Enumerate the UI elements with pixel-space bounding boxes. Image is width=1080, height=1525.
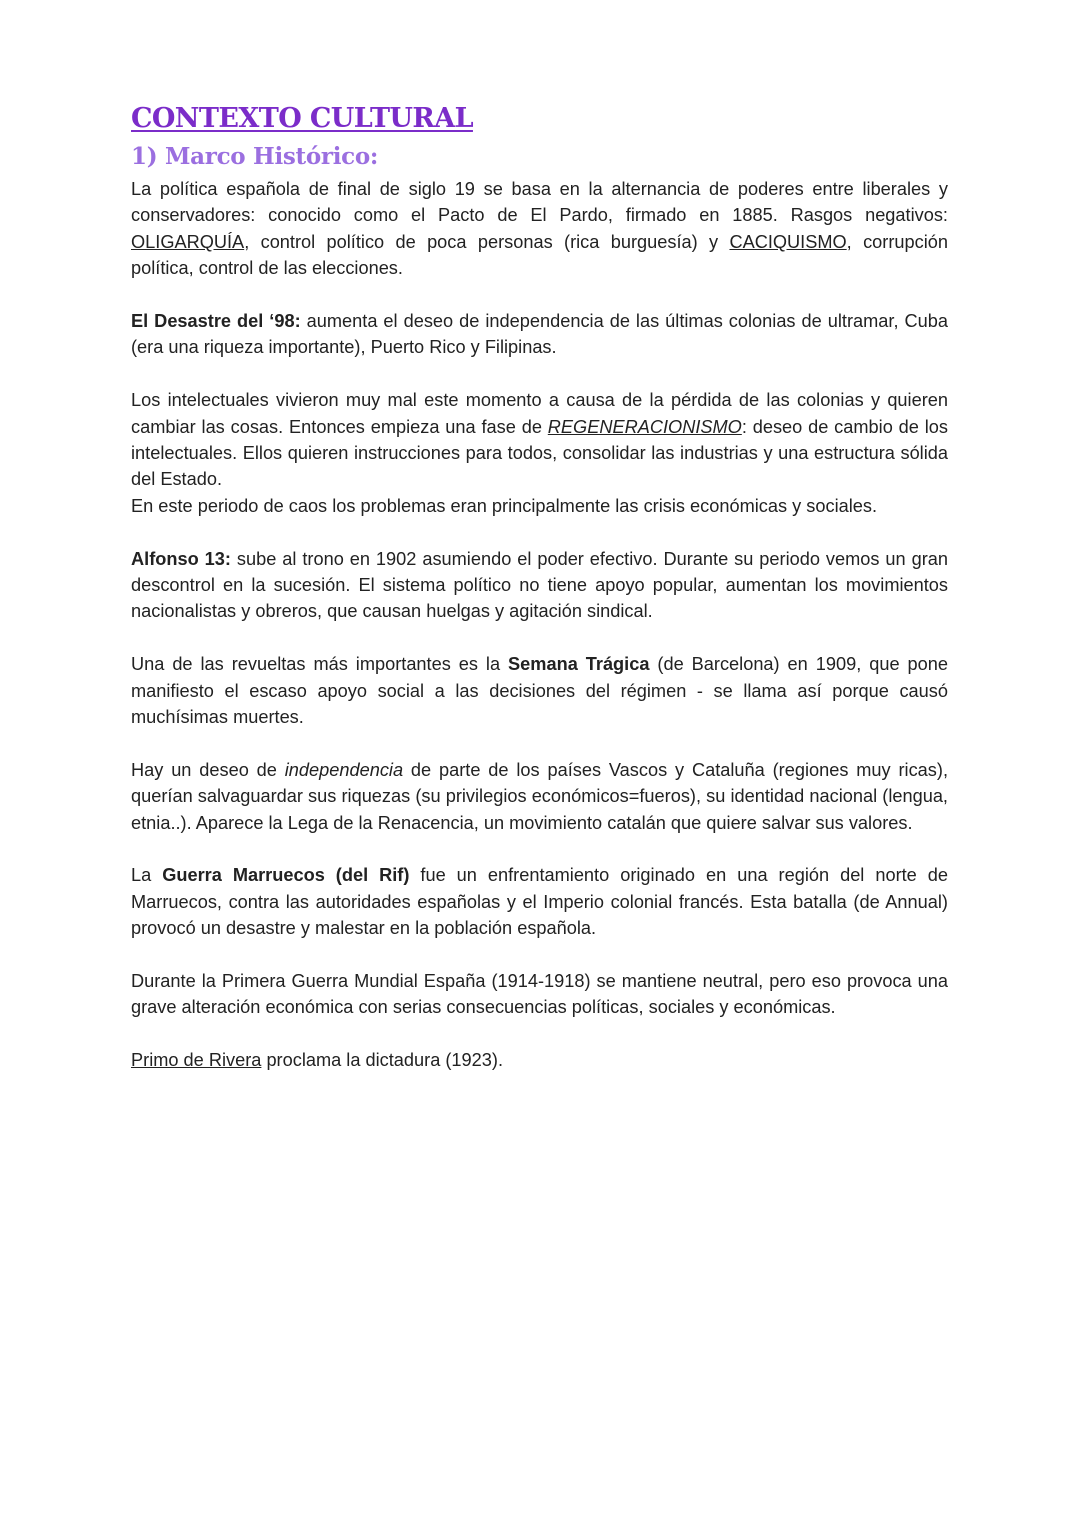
text: : deseo de cambio de los intelectuales. Ellos quieren instrucciones para todos, consolidar las industrias y una estructura sólida del Estado. (131, 416, 948, 490)
term-caciquismo: CACIQUISMO (729, 231, 847, 252)
text: sube al trono en 1902 asumiendo el poder efectivo. Durante su periodo vemos un gran descontrol en la sucesión. El sistema político no tiene apoyo popular, aumentan los movimientos nacionalistas y obreros, que causan huelgas y agitación sindical. (131, 548, 948, 622)
paragraph-primo-de-rivera (131, 1047, 948, 1073)
term-desastre-98: El Desastre del ‘98: (131, 311, 301, 332)
paragraph-independencia (131, 757, 948, 836)
paragraph-desastre-98 (131, 308, 948, 361)
term-oligarquia: OLIGARQUÍA (131, 231, 245, 252)
text: Los intelectuales vivieron muy mal este momento a causa de la pérdida de las colonias y quieren cambiar las cosas. Entonces empieza una fase de (131, 390, 948, 437)
text: , corrupción política, control de las elecciones. (131, 231, 948, 279)
paragraph-caos: En este periodo de caos los problemas eran principalmente las crisis económicas y sociales. (131, 495, 878, 516)
text: aumenta el deseo de independencia de las últimas colonias de ultramar, Cuba (era una riqueza importante), Puerto Rico y Filipinas. (131, 311, 948, 358)
paragraph-intelectuales (131, 387, 948, 493)
paragraph-politica (131, 176, 948, 282)
paragraph-semana-tragica (131, 651, 948, 730)
paragraph-alfonso-13 (131, 546, 948, 625)
paragraph-primera-guerra-mundial: Durante la Primera Guerra Mundial España (1914-1918) se mantiene neutral, pero eso provoca una grave alteración económica con serias consecuencias políticas, sociales y económicas. (131, 971, 948, 1018)
text: La (131, 865, 163, 886)
term-independencia: independencia (284, 759, 404, 780)
section-heading: 1) Marco Histórico: (131, 143, 379, 170)
text: (de Barcelona) en 1909, que pone manifiesto el escaso apoyo social a las decisiones del régimen - se llama así porque causó muchísimas muertes. (131, 654, 948, 728)
text: Una de las revueltas más importantes es la (131, 654, 509, 675)
text: de parte de los países Vascos y Cataluña (regiones muy ricas), querían salvaguardar sus riquezas (su privilegios económicos=fueros), su identidad nacional (lengua, etnia..). Aparece la Lega de la Renacencia, un movimiento catalán que quiere salvar sus valores. (131, 759, 948, 833)
term-regeneracionismo: REGENERACIONISMO (547, 416, 742, 437)
text: fue un enfrentamiento originado en una región del norte de Marruecos, contra las autoridades españolas y el Imperio colonial francés. Esta batalla (de Annual) provocó un desastre y malestar en la población española. (131, 865, 948, 939)
term-alfonso-13: Alfonso 13: (131, 548, 231, 569)
document-title: CONTEXTO CULTURAL (131, 103, 473, 134)
text: La política española de final de siglo 19 se basa en la alternancia de poderes entre liberales y conservadores: conocido como el Pacto de El Pardo, firmado en 1885. Rasgos negativos: (131, 179, 948, 226)
text: Hay un deseo de (131, 759, 285, 780)
term-semana-tragica: Semana Trágica (508, 654, 650, 675)
document-page (131, 100, 948, 1100)
text: proclama la dictadura (1923). (261, 1050, 504, 1071)
term-guerra-marruecos: Guerra Marruecos (del Rif) (162, 865, 410, 886)
paragraph-guerra-marruecos (131, 862, 948, 941)
text: , control político de poca personas (rica burguesía) y (244, 231, 730, 252)
term-primo-de-rivera: Primo de Rivera (131, 1050, 262, 1071)
